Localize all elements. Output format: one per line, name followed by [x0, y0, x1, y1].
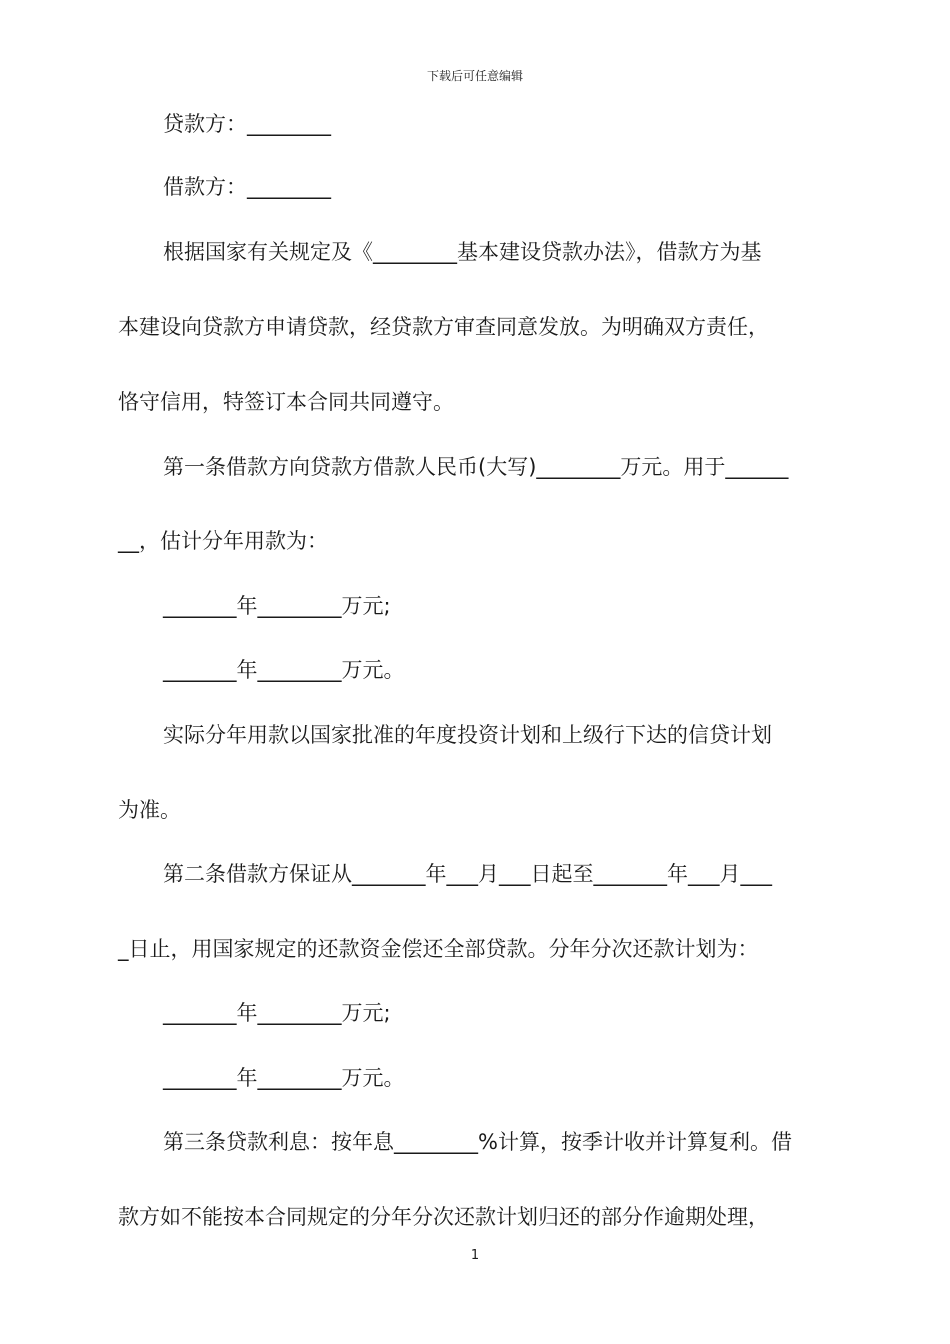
preamble-line-2: 本建设向贷款方申请贷款，经贷款方审查同意发放。为明确双方责任，	[118, 315, 769, 339]
borrower-field: 借款方：________	[163, 175, 331, 199]
page-header: 下载后可任意编辑	[426, 69, 523, 83]
annual-usage-row-2: _______年________万元。	[163, 658, 405, 682]
usage-note-line-2: 为准。	[118, 798, 181, 822]
article-2-line-1: 第二条借款方保证从_______年___月___日起至_______年___月___	[163, 862, 772, 886]
repayment-row-2: _______年________万元。	[163, 1066, 405, 1090]
article-1-line-1: 第一条借款方向贷款方借款人民币(大写)________万元。用于______	[163, 455, 789, 479]
annual-usage-row-1: _______年________万元;	[163, 594, 391, 618]
article-3-line-1: 第三条贷款利息：按年息________%计算，按季计收并计算复利。借	[163, 1130, 792, 1154]
usage-note-line-1: 实际分年用款以国家批准的年度投资计划和上级行下达的信贷计划	[163, 723, 772, 747]
article-1-line-2: __，估计分年用款为：	[118, 529, 328, 553]
repayment-row-1: _______年________万元;	[163, 1001, 391, 1025]
page-number: 1	[470, 1248, 480, 1263]
lender-field: 贷款方：________	[163, 112, 331, 136]
preamble-line-3: 恪守信用，特签订本合同共同遵守。	[118, 390, 454, 414]
article-3-line-2: 款方如不能按本合同规定的分年分次还款计划归还的部分作逾期处理，	[118, 1205, 769, 1229]
article-2-line-2: _日止，用国家规定的还款资金偿还全部贷款。分年分次还款计划为：	[118, 937, 759, 961]
preamble-line-1: 根据国家有关规定及《________基本建设贷款办法》，借款方为基	[163, 240, 762, 264]
